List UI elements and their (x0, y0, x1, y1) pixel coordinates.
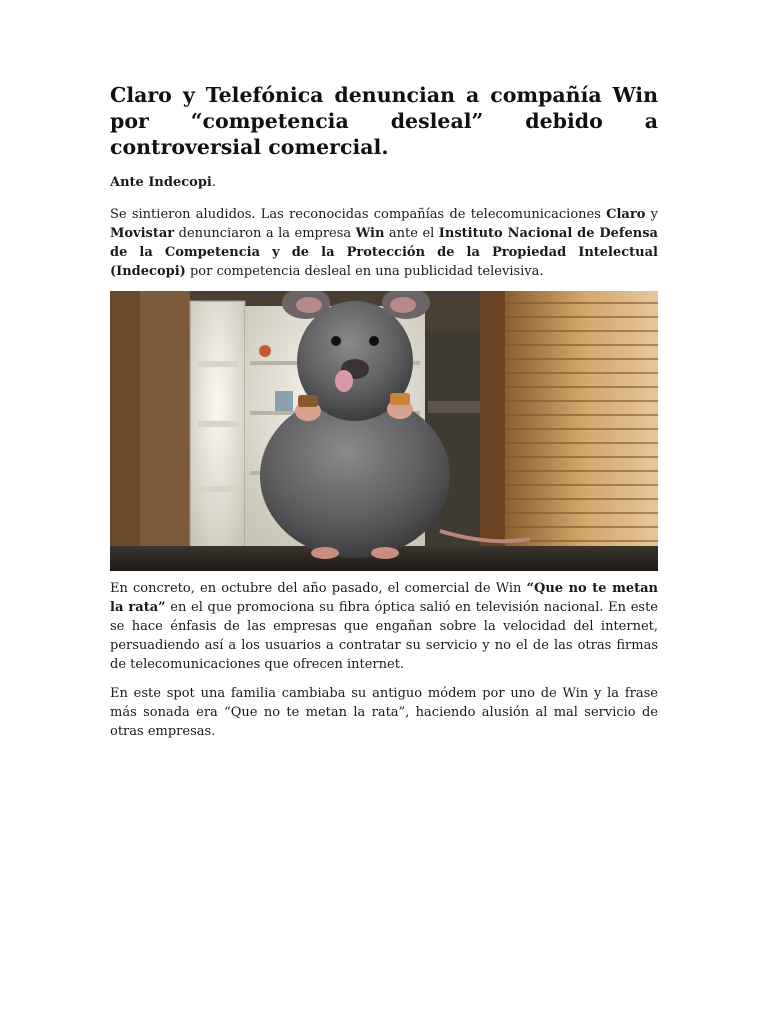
paragraph-intro-run-3: Movistar (110, 226, 175, 241)
article-kicker (110, 174, 658, 192)
paragraph-intro-run-7: Instituto Nacional de Defensa de la Competencia y de la Protección de la Propiedad Intelectual (Indecopi) (110, 226, 658, 279)
article-title: Claro y Telefónica denuncian a compañía Win por “competencia desleal” debido a controversial comercial. (110, 83, 658, 159)
paragraph-intro-run-5: Win (355, 226, 385, 241)
paragraph-spot: En este spot una familia cambiaba su antiguo módem por uno de Win y la frase más sonada era “Que no te metan la rata”, haciendo alusión al mal servicio de otras empresas. (110, 686, 658, 739)
article-photo (110, 291, 658, 571)
kicker-rest: . (211, 175, 216, 190)
paragraph-commercial (110, 579, 658, 674)
paragraph-intro-run-2: y (645, 207, 658, 222)
paragraph-intro-run-8: por competencia desleal en una publicidad televisiva. (185, 264, 544, 279)
paragraph-commercial-run-2: en el que promociona su fibra óptica salió en televisión nacional. En este se hace énfasis de las empresas que engañan sobre la velocidad del internet, persuadiendo así a los usuarios a contratar su servicio y no el de las otras firmas de telecomunicaciones que ofrecen internet. (110, 600, 658, 672)
paragraph-intro-run-1: Claro (606, 207, 646, 222)
rat-fridge-image (110, 291, 658, 571)
article (110, 82, 658, 751)
paragraph-intro-run-6: ante el (384, 226, 439, 241)
paragraph-intro (110, 205, 658, 281)
paragraph-commercial-run-0: En concreto, en octubre del año pasado, el comercial de Win (110, 581, 527, 596)
paragraph-intro-run-4: denunciaron a la empresa (174, 226, 356, 241)
paragraph-commercial-run-1: “Que no te metan la rata” (110, 581, 658, 615)
kicker-bold: Ante Indecopi (110, 175, 212, 190)
paragraph-intro-run-0: Se sintieron aludidos. Las reconocidas compañías de telecomunicaciones (110, 207, 607, 222)
